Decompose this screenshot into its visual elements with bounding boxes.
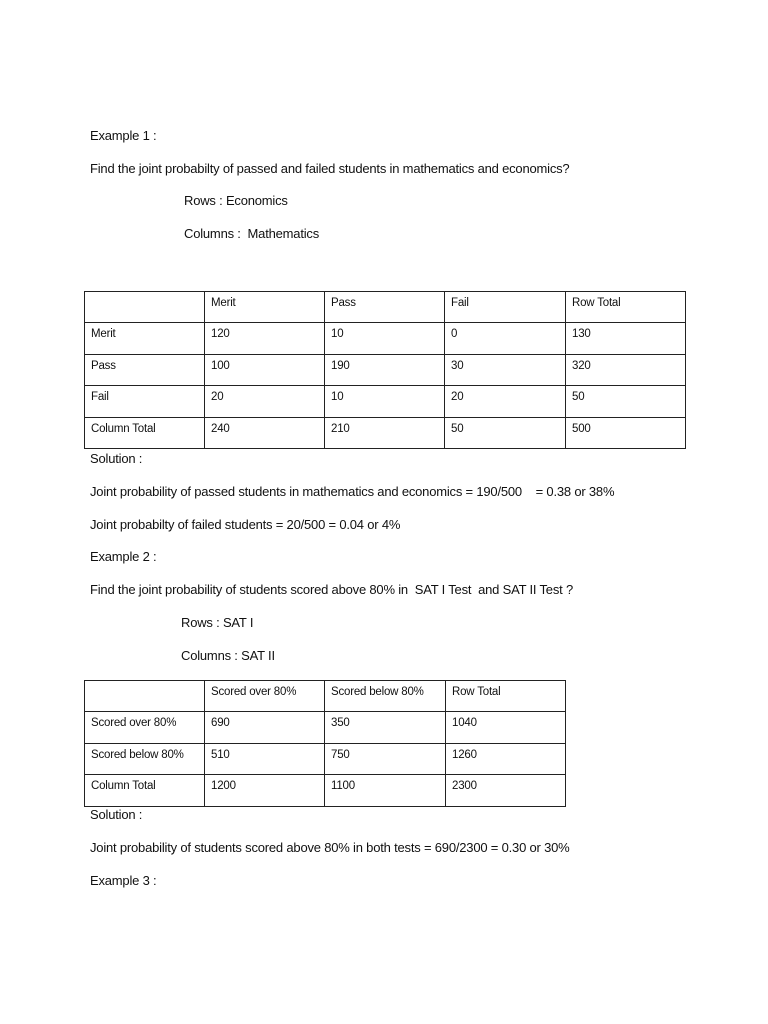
table-cell: Pass	[85, 354, 205, 386]
table-cell: 750	[325, 743, 446, 775]
table-cell: 1200	[205, 775, 325, 807]
table-cell: 20	[445, 386, 566, 418]
table-row	[85, 386, 686, 418]
table-cell: Column Total	[85, 775, 205, 807]
table-cell: Column Total	[85, 417, 205, 449]
example-1-columns-label: Columns : Mathematics	[184, 226, 320, 241]
table-cell: 190	[325, 354, 445, 386]
table-cell: 210	[325, 417, 445, 449]
table-cell: 510	[205, 743, 325, 775]
table-header-cell	[85, 681, 205, 712]
table-cell: 130	[566, 323, 686, 355]
table-header-row	[85, 681, 566, 712]
table-header-cell	[85, 292, 205, 323]
table-cell: 10	[325, 323, 445, 355]
table-cell: 50	[566, 386, 686, 418]
example-1-answer-2: Joint probabilty of failed students = 20/500 = 0.04 or 4%	[90, 517, 401, 532]
example-2-rows-label: Rows : SAT I	[181, 615, 254, 630]
example-2-answer-1: Joint probability of students scored above 80% in both tests = 690/2300 = 0.30 or 30%	[90, 840, 570, 855]
example-1-heading: Example 1 :	[90, 128, 157, 143]
table-header-cell: Scored below 80%	[325, 681, 446, 712]
table-cell: 1100	[325, 775, 446, 807]
table-cell: 30	[445, 354, 566, 386]
table-cell: 350	[325, 712, 446, 744]
example-3-heading: Example 3 :	[90, 873, 157, 888]
table-cell: 0	[445, 323, 566, 355]
table-row	[85, 354, 686, 386]
table-cell: Scored over 80%	[85, 712, 205, 744]
table-header-row	[85, 292, 686, 323]
table-row	[85, 743, 566, 775]
example-2-solution-label: Solution :	[90, 807, 143, 822]
example-2-table	[84, 680, 566, 807]
table-cell: 240	[205, 417, 325, 449]
table-row	[85, 712, 566, 744]
table-cell: 500	[566, 417, 686, 449]
example-1-table	[84, 291, 686, 449]
table-cell: 50	[445, 417, 566, 449]
table-cell: Merit	[85, 323, 205, 355]
example-1-question: Find the joint probabilty of passed and failed students in mathematics and economics?	[90, 161, 570, 176]
table-cell: 10	[325, 386, 445, 418]
table-cell: Scored below 80%	[85, 743, 205, 775]
table-header-cell: Fail	[445, 292, 566, 323]
table-header-cell: Merit	[205, 292, 325, 323]
example-1-answer-1: Joint probability of passed students in mathematics and economics = 190/500 = 0.38 or 38%	[90, 484, 615, 499]
table-cell: 1040	[446, 712, 566, 744]
table-cell: 690	[205, 712, 325, 744]
table-cell: 120	[205, 323, 325, 355]
example-1-solution-label: Solution :	[90, 451, 143, 466]
table-header-cell: Row Total	[446, 681, 566, 712]
table-row	[85, 323, 686, 355]
table-row	[85, 417, 686, 449]
example-1-rows-label: Rows : Economics	[184, 193, 288, 208]
table-header-cell: Pass	[325, 292, 445, 323]
example-2-question: Find the joint probability of students scored above 80% in SAT I Test and SAT II Test ?	[90, 582, 573, 597]
table-cell: 100	[205, 354, 325, 386]
table-header-cell: Row Total	[566, 292, 686, 323]
table-cell: 1260	[446, 743, 566, 775]
table-cell: 2300	[446, 775, 566, 807]
table-header-cell: Scored over 80%	[205, 681, 325, 712]
table-row	[85, 775, 566, 807]
example-2-heading: Example 2 :	[90, 549, 157, 564]
table-cell: Fail	[85, 386, 205, 418]
table-cell: 320	[566, 354, 686, 386]
example-2-columns-label: Columns : SAT II	[181, 648, 275, 663]
table-cell: 20	[205, 386, 325, 418]
